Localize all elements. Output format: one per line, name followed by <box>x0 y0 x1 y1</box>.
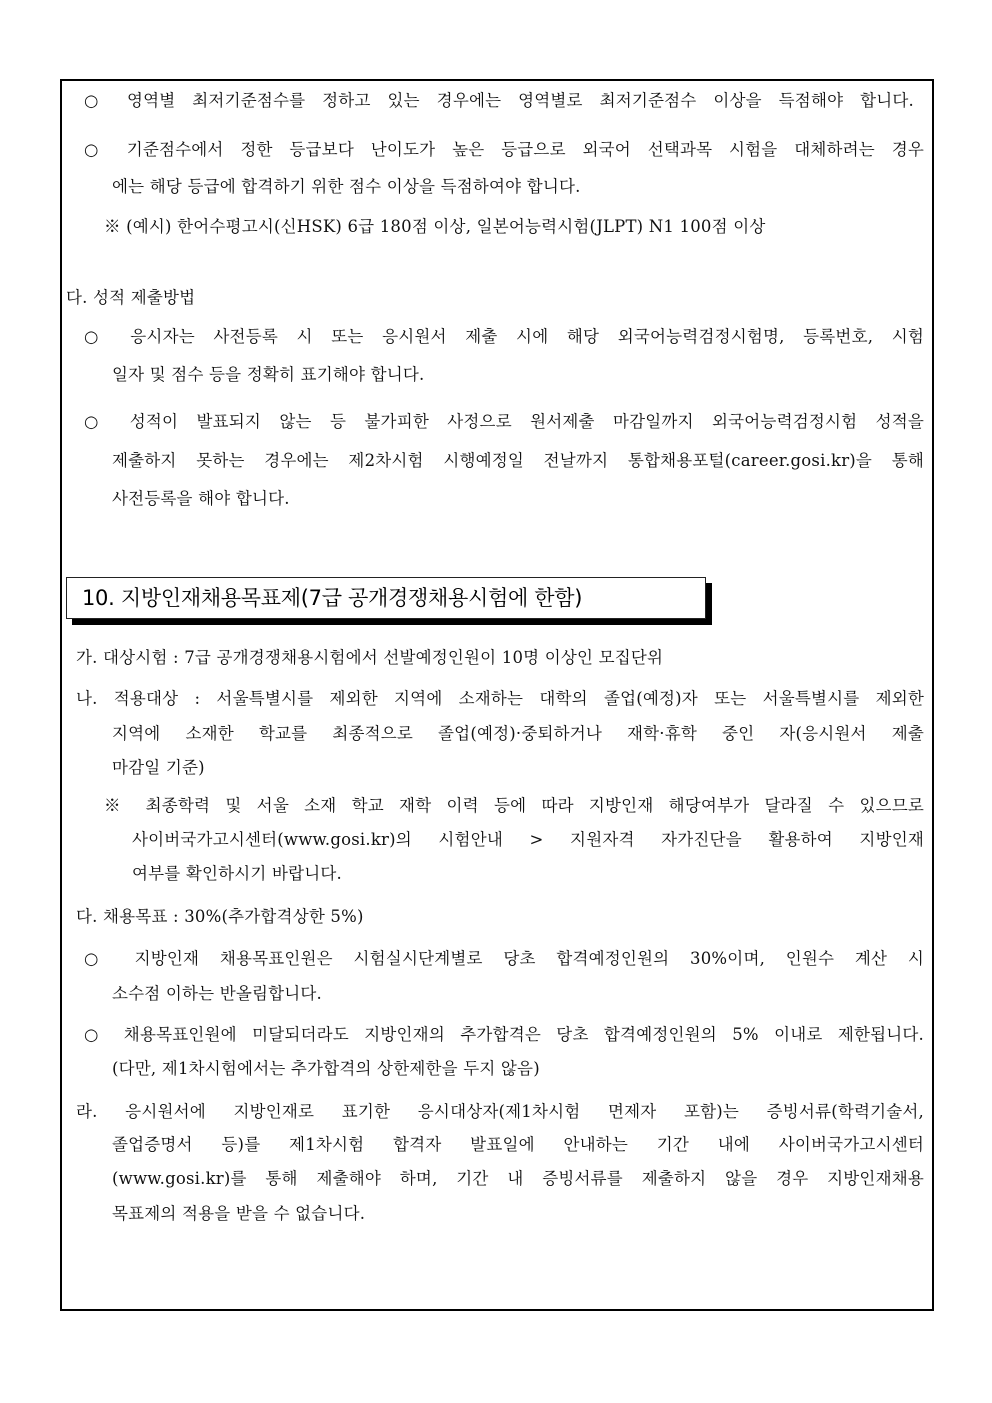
section-da-title: 다. 성적 제출방법 <box>66 288 196 307</box>
applicable-target-line2: 지역에 소재한 학교를 최종적으로 졸업(예정)·중퇴하거나 재학·휴학 중인 자(응시원서 제출 <box>112 724 924 743</box>
documents-item-line1: 라. 응시원서에 지방인재로 표기한 응시대상자(제1차시험 면제자 포함)는 증빙서류(학력기술서, <box>76 1102 924 1121</box>
documents-item-line3: (www.gosi.kr)를 통해 제출해야 하며, 기간 내 증빙서류를 제출하지 않을 경우 지방인재채용 <box>112 1169 924 1188</box>
higher-grade-bullet-line1: ○ 기준점수에서 정한 등급보다 난이도가 높은 등급으로 외국어 선택과목 시험을 대체하려는 경우 <box>84 140 924 159</box>
higher-grade-bullet-line2: 에는 해당 등급에 합격하기 위한 점수 이상을 득점하여야 합니다. <box>112 177 581 196</box>
regional-note-line2: 사이버국가고시센터(www.gosi.kr)의 시험안내 > 지원자격 자가진단을 활용하여 지방인재 <box>132 830 924 849</box>
min-score-bullet: ○ 영역별 최저기준점수를 정하고 있는 경우에는 영역별로 최저기준점수 이상을 득점해야 합니다. <box>84 91 914 110</box>
example-note: ※ (예시) 한어수평고시(신HSK) 6급 180점 이상, 일본어능력시험(JLPT) N1 100점 이상 <box>104 217 766 236</box>
submit-bullet1-line2: 일자 및 점수 등을 정확히 표기해야 합니다. <box>112 365 425 384</box>
target-bullet2-line1: ○ 채용목표인원에 미달되더라도 지방인재의 추가합격은 당초 합격예정인원의 5% 이내로 제한됩니다. <box>84 1025 924 1044</box>
target-bullet1-line1: ○ 지방인재 채용목표인원은 시험실시단계별로 당초 합격예정인원의 30%이며, 인원수 계산 시 <box>84 949 924 968</box>
regional-note-line1: ※ 최종학력 및 서울 소재 학교 재학 이력 등에 따라 지방인재 해당여부가 달라질 수 있으므로 <box>104 796 924 815</box>
target-exam-item: 가. 대상시험 : 7급 공개경쟁채용시험에서 선발예정인원이 10명 이상인 모집단위 <box>76 648 664 667</box>
target-bullet2-line2: (다만, 제1차시험에서는 추가합격의 상한제한을 두지 않음) <box>112 1059 540 1078</box>
applicable-target-line3: 마감일 기준) <box>112 758 205 777</box>
section-heading: 10. 지방인재채용목표제(7급 공개경쟁채용시험에 한함) <box>82 586 583 610</box>
submit-bullet1-line1: ○ 응시자는 사전등록 시 또는 응시원서 제출 시에 해당 외국어능력검정시험명, 등록번호, 시험 <box>84 327 924 346</box>
submit-bullet2-line2: 제출하지 못하는 경우에는 제2차시험 시행예정일 전날까지 통합채용포털(career.gosi.kr)을 통해 <box>112 451 924 470</box>
applicable-target-line1: 나. 적용대상 : 서울특별시를 제외한 지역에 소재하는 대학의 졸업(예정)자 또는 서울특별시를 제외한 <box>76 689 924 708</box>
documents-item-line2: 졸업증명서 등)를 제1차시험 합격자 발표일에 안내하는 기간 내에 사이버국가고시센터 <box>112 1135 924 1154</box>
submit-bullet2-line3: 사전등록을 해야 합니다. <box>112 489 290 508</box>
documents-item-line4: 목표제의 적용을 받을 수 없습니다. <box>112 1204 366 1223</box>
target-bullet1-line2: 소수점 이하는 반올림합니다. <box>112 984 323 1003</box>
regional-note-line3: 여부를 확인하시기 바랍니다. <box>132 864 343 883</box>
submit-bullet2-line1: ○ 성적이 발표되지 않는 등 불가피한 사정으로 원서제출 마감일까지 외국어능력검정시험 성적을 <box>84 412 924 431</box>
hiring-target-item: 다. 채용목표 : 30%(추가합격상한 5%) <box>76 907 364 926</box>
